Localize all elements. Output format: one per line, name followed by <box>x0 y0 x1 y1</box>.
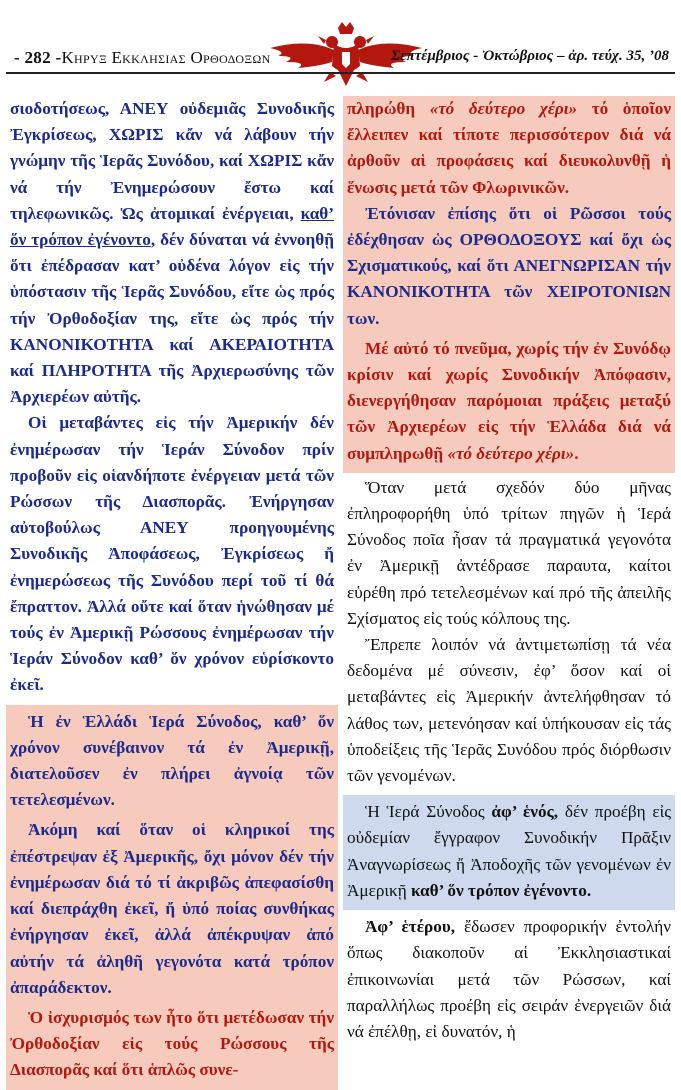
header-rule <box>6 72 675 74</box>
paragraph <box>347 336 671 467</box>
quoted-phrase: «τό δεύτερο χέρι» <box>429 99 578 118</box>
right-block-plain-2 <box>343 910 675 1051</box>
page-number: - 282 - <box>14 48 62 67</box>
text-run: σιοδοτήσεως, ΑΝΕΥ οὐδεμιᾶς Συνοδικῆς Ἐγκρίσεως, ΧΩΡΙΣ κἄν νά λάβουν τήν γνώμην τῆς Ἱερᾶς Συνόδου, καί ΧΩΡΙΣ κἄν νά τήν Ἐνημερώσουν ἔστω καί τηλεφωνικῶς. Ὡς ἀτομικαί ἐνέργειαι, <box>10 99 334 223</box>
paragraph: Οἱ μεταβάντες εἰς τήν Ἀμερικήν δέν ἐνημέρωσαν τήν Ἱεράν Σύνοδον πρίν προβοῦν εἰς οἱανδήποτε ἐνέργειαν μετά τῶν Ρώσσων τῆς Διασπορᾶς. Ἐνήργησαν αὐτοβούλως ΑΝΕΥ προηγουμένης Συνοδικῆς Ἀποφάσεως, Ἐγκρίσεως ἤ ἐνημερώσεως τῆς Συνόδου περί τοῦ τί θά ἔπραττον. Ἀλλά οὔτε καί ὅταν ἡνώθησαν μέ τούς ἐν Ἀμερικῇ Ρώσσους ἐνημέρωσαν τήν Ἱεράν Σύνοδον καθ’ ὅν χρόνον εὑρίσκοντο ἐκεῖ. <box>10 413 334 695</box>
text-run: Μέ αὐτό τό πνεῦμα, χωρίς τήν ἐν Συνόδῳ κρίσιν καί χωρίς Συνοδικήν Ἀπόφασιν, διενεργήθησαν παρόμοιαι πράξεις μεταξύ τῶν Ἀρχιερέων εἰς τήν Ἑλλάδα διά νά συμπληρωθῇ <box>347 338 671 463</box>
paragraph: Ὁ ἰσχυρισμός των ἦτο ὅτι μετέδωσαν τήν Ὀρθοδοξίαν εἰς τούς Ρώσσους τῆς Διασπορᾶς καί ὅτι ἁπλῶς συνε- <box>10 1007 334 1080</box>
text-run: δέν προέβη εἰς οὐδεμίαν ἔγγραφον Συνοδικήν Πρᾶξιν Ἀναγνωρίσεως ἤ Ἀποδοχῆς τῶν γενομένων ἐν Ἀμερικῇ <box>347 802 671 900</box>
page-header <box>0 0 681 96</box>
text-run: , δέν δύναται νά ἐννοηθῇ ὅτι ἐπέδρασαν κατ’ οὐδένα λόγον εἰς τήν ὑπόστασιν τῆς Ἱερᾶς Συνόδου, εἴτε ὡς πρός τήν Ὀρθοδοξίαν της, εἴτε ὡς πρός τήν ΚΑΝΟΝΙΚΟΤΗΤΑ καί ΑΚΕΡΑΙΟΤΗΤΑ καί ΠΛΗΡΟΤΗΤΑ τῆς Ἀρχιερωσύνης τῶν Ἀρχιερέων αὐτῆς. <box>10 230 334 407</box>
bold-phrase: Ἀφ’ ἑτέρου, <box>365 917 456 937</box>
text-run: Ἡ Ἱερά Σύνοδος <box>365 802 492 822</box>
paragraph: Ὅταν μετά σχεδόν δύο μῆνας ἐπληροφορήθη ὑπό τρίτων πηγῶν ἡ Ἱερά Σύνοδος ποῖα ἦσαν τά πραγματικά γεγονότα ἐν Ἀμερικῇ ἀντέδρασε παραυτα, καίτοι εὑρέθη πρό τετελεσμένων καί πρό τῆς ἀπειλῆς Σχίσματος εἰς τούς κόλπους της. <box>347 477 671 628</box>
text-run: . <box>574 443 579 463</box>
paragraph: Ἔπρεπε λοιπόν νά ἀντιμετωπίσῃ τά νέα δεδομένα μέ σύνεσιν, ἐφ’ ὅσον καί οἱ μεταβάντες εἰς Ἀμερικήν ἀντελήφθησαν τό λάθος των, μετενόησαν καί ὑπήκουσαν εἰς τάς ὑποδείξεις τῆς Ἱερᾶς Συνόδου πρός διόρθωσιν τῶν γενομένων. <box>347 635 671 786</box>
text-run: πληρώθη <box>347 99 430 118</box>
paragraph: Ἐτόνισαν ἐπίσης ὅτι οἱ Ρῶσσοι τούς ἐδέχθησαν ὡς ΟΡΘΟΔΟΞΟΥΣ καί ὄχι ὡς Σχισματικούς, καί ὅτι ΑΝΕΓΝΩΡΙΣΑΝ τήν ΚΑΝΟΝΙΚΟΤΗΤΑ τῶν ΧΕΙΡΟΤΟΝΙΩΝ των. <box>347 203 671 328</box>
bold-phrase: καθ’ ὅν τρόπον ἐγένοντο. <box>411 880 592 900</box>
left-block-plain <box>6 96 338 705</box>
paragraph: Ἡ ἐν Ἑλλάδι Ἱερά Σύνοδος, καθ’ ὅν χρόνον συνέβαινον τά ἐν Ἀμερικῇ, διατελοῦσεν ἐν πλήρει ἀγνοίᾳ τῶν τετελεσμένων. <box>10 711 334 810</box>
bold-phrase: ἀφ’ ἑνός, <box>491 802 559 822</box>
running-title <box>14 48 271 68</box>
right-block-pink <box>343 96 675 473</box>
journal-title: Κηρυξ Εκκλησιας Ορθοδοξων <box>61 48 271 67</box>
underlined-text: καθ’ ὅν τρόπον ἐγένοντο <box>10 203 334 250</box>
paragraph <box>10 96 334 410</box>
left-block-pink <box>6 705 338 1090</box>
right-column <box>343 96 675 1051</box>
paragraph <box>347 96 671 201</box>
right-block-blue <box>343 795 675 910</box>
issue-info: Σεπτέμβριος - Ὀκτώβριος – ἀρ. τεύχ. 35, ’08 <box>391 48 669 64</box>
quoted-phrase: «τό δεύτερο χέρι» <box>447 443 575 463</box>
text-run: ἔδωσεν προφορικήν ἐντολήν ὅπως διακοποῦν αἱ Ἐκκλησιαστικαί ἐπικοινωνίαι μετά τῶν Ρώσσων, καί παραλλήλως προέβη εἰς σειράν ἐνεργειῶν διά νά ἐπέλθῃ, εἰ δυνατόν, ἡ <box>347 917 671 1041</box>
paragraph <box>347 799 671 904</box>
paragraph <box>347 914 671 1045</box>
text-run: τό ὁποῖον ἔλλειπεν καί τίποτε περισσότερον διά νά ἀρθοῦν αἱ προφάσεις καί διευκολυνθῇ ἡ ἕνωσις μετά τῶν Φλωρινικῶν. <box>347 99 671 197</box>
paragraph: Ἀκόμη καί ὅταν οἱ κληρικοί της ἐπέστρεψαν ἐξ Ἀμερικῆς, ὄχι μόνον δέν τήν ἐνημέρωσαν διά τό τί ἀκριβῶς ἀπεφασίσθη καί διεπράχθη ἐκεῖ, ἤ ὑπό ποίας συνθήκας ἐνήργησαν ἐκεῖ, ἀλλά ἀπέκρυψαν ἀπό αὐτήν τά ἀληθῆ γεγονότα κατά τρόπον ἀπαράδεκτον. <box>10 820 334 997</box>
right-block-plain <box>343 473 675 795</box>
left-column <box>6 96 338 1090</box>
